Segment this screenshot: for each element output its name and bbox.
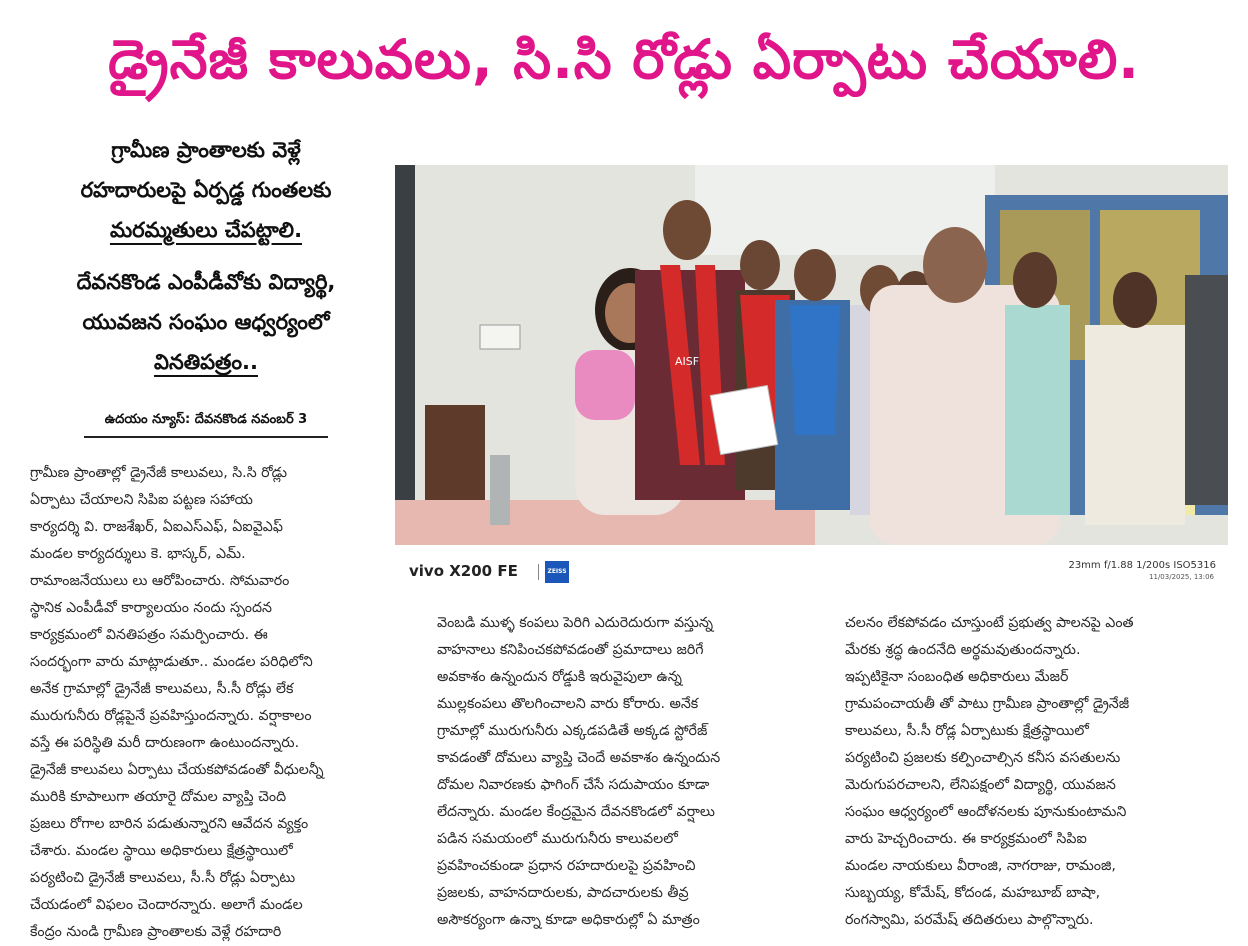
article-line: ప్రవహించకుండా ప్రధాన రహదారులపై ప్రవహించి xyxy=(437,858,696,874)
article-line: అనేక గ్రామాల్లో డ్రైనేజీ కాలువలు, సీ.సీ రోడ్లు లేక xyxy=(30,681,294,697)
subhead-line: రహదారులపై ఏర్పడ్డ గుంతలకు xyxy=(80,178,332,202)
camera-datetime: 11/03/2025, 13:06 xyxy=(1149,573,1214,581)
headline: డ్రైనేజీ కాలువలు, సి.సి రోడ్లు ఏర్పాటు చేయాలి. xyxy=(108,28,1140,91)
article-line: ఇప్పటికైనా సంబంధిత అధికారులు మేజర్ xyxy=(845,669,1069,685)
article-line: కావడంతో దోమలు వ్యాప్తి చెందే అవకాశం ఉన్నందున xyxy=(437,750,721,766)
article-line: మురికి కూపాలుగా తయారై దోమల వ్యాప్తి చెంది xyxy=(30,789,287,805)
article-line: పర్యటించి డ్రైనేజీ కాలువలు, సీ.సీ రోడ్లు ఏర్పాటు xyxy=(30,870,296,886)
article-line: కార్యక్రమంలో వినతిపత్రం సమర్పించారు. ఈ xyxy=(30,627,268,643)
article-line: గ్రామాల్లో మురుగునీరు ఎక్కడపడితే అక్కడ స్టోరేజ్ xyxy=(437,723,708,739)
subhead-line xyxy=(30,342,382,382)
article-column-1 xyxy=(30,460,412,946)
article-line: సుబ్బయ్య, కోమేష్, కోదండ, మహబూబ్ బాషా, xyxy=(845,885,1101,901)
photo-person-face xyxy=(663,200,711,260)
article-line: చేశారు. మండల స్థాయి అధికారులు క్షేత్రస్థాయిలో xyxy=(30,843,293,859)
photo-bottle xyxy=(490,455,510,525)
subhead-underlined: మరమ్మతులు చేపట్టాలి. xyxy=(109,218,303,242)
photo-sash-label: AISF xyxy=(675,355,700,368)
article-line: వెంబడి ముళ్ళ కంపలు పెరిగి ఎదురెదురుగా వస్తున్న xyxy=(437,615,714,631)
article-line: పడిన సమయంలో మురుగునీరు కాలువలలో xyxy=(437,831,678,847)
article-line: వస్తే ఈ పరిస్థితి మరీ దారుణంగా ఉంటుందన్నారు. xyxy=(30,735,300,751)
photo-illustration xyxy=(395,165,1228,545)
camera-separator xyxy=(538,564,539,580)
photo-petition-paper xyxy=(710,385,778,454)
article-line: మెరుగుపరచాలని, లేనిపక్షంలో విద్యార్థి, యువజన xyxy=(845,777,1116,793)
photo-chair xyxy=(425,405,485,500)
article-line: సంఘం ఆధ్వర్యంలో ఆందోళనలకు పూనుకుంటామని xyxy=(845,804,1127,820)
subhead-line: గ్రామీణ ప్రాంతాలకు వెళ్లే xyxy=(111,138,301,162)
article-line: గ్రామీణ ప్రాంతాల్లో డ్రైనేజీ కాలువలు, సి.సి రోడ్లు xyxy=(30,465,288,481)
camera-exif: 23mm f/1.88 1/200s ISO5316 xyxy=(1068,560,1216,571)
article-line: మండల కార్యదర్శులు కె. భాస్కర్, ఎమ్. xyxy=(30,546,246,562)
photo-switchboard xyxy=(480,325,520,349)
photo-cabinet xyxy=(1185,275,1228,505)
subhead-underlined: వినతిపత్రం.. xyxy=(154,350,258,374)
photo-person-face xyxy=(923,227,987,303)
photo-person-face xyxy=(1013,252,1057,308)
article-line: ముల్లకంపలు తొలగించాలని వారు కోరారు. అనేక xyxy=(437,696,699,712)
camera-watermark-bar xyxy=(395,548,1228,592)
photo-door-edge xyxy=(395,165,415,545)
article-line: కాలువలు, సీ.సీ రోడ్ల ఏర్పాటుకు క్షేత్రస్థాయిలో xyxy=(845,723,1089,739)
photo-person-face xyxy=(794,249,836,301)
photo-person-face xyxy=(740,240,780,290)
subhead-line: దేవనకొండ ఎంపీడీవోకు విద్యార్థి, xyxy=(76,270,336,294)
dateline: ఉదయం న్యూస్: దేవనకొండ నవంబర్ 3 xyxy=(84,412,328,438)
article-line: చలనం లేకపోవడం చూస్తుంటే ప్రభుత్వ పాలనపై ఎంత xyxy=(845,615,1134,631)
article-line: మేరకు శ్రద్ధ ఉందనేది అర్థమవుతుందన్నారు. xyxy=(845,642,1081,658)
article-column-3 xyxy=(845,610,1223,934)
article-line: అసౌకర్యంగా ఉన్నా కూడా అధికారుల్లో ఏ మాత్రం xyxy=(437,912,700,928)
photo-person-shirt xyxy=(1005,305,1070,515)
article-line: చేయడంలో విఫలం చెందారన్నారు. అలాగే మండల xyxy=(30,897,303,913)
photo-person-blouse xyxy=(575,350,635,420)
article-column-2 xyxy=(437,610,821,934)
photo-person-face xyxy=(1113,272,1157,328)
subhead-line xyxy=(30,210,382,250)
article-line: లేదన్నారు. మండల కేంద్రమైన దేవనకొండలో వర్షాలు xyxy=(437,804,715,820)
article-line: అవకాశం ఉన్నందున రోడ్డుకి ఇరువైపులా ఉన్న xyxy=(437,669,682,685)
photo-sash-blue xyxy=(790,305,840,435)
article-line: వాహనాలు కనిపించకపోవడంతో ప్రమాదాలు జరిగే xyxy=(437,642,704,658)
camera-brand: vivo X200 FE xyxy=(409,562,518,580)
subheadings xyxy=(30,130,382,382)
article-line: దోమల నివారణకు ఫాగింగ్ చేసే సదుపాయం కూడా xyxy=(437,777,710,793)
photo-person-shirt xyxy=(1085,325,1185,525)
article-line: మురుగునీరు రోడ్లపైనే ప్రవహిస్తుందన్నారు. వర్షాకాలం xyxy=(30,708,312,724)
article-line: స్థానిక ఎంపీడీవో కార్యాలయం నందు స్పందన xyxy=(30,600,272,616)
article-line: ఏర్పాటు చేయాలని సిపిఐ పట్టణ సహాయ xyxy=(30,492,253,508)
article-line: గ్రామపంచాయతీ తో పాటు గ్రామీణ ప్రాంతాల్లో డ్రైనేజీ xyxy=(845,696,1130,712)
article-line: రామాంజనేయులు లు ఆరోపించారు. సోమవారం xyxy=(30,573,290,589)
article-line: ప్రజలకు, వాహనదారులకు, పాదచారులకు తీవ్ర xyxy=(437,885,689,901)
zeiss-logo-icon: ZEISS xyxy=(545,561,569,583)
article-line: పర్యటించి ప్రజలకు కల్పించాల్సిన కనీస వసతులను xyxy=(845,750,1121,766)
article-line: వారు హెచ్చరించారు. ఈ కార్యక్రమంలో సిపిఐ xyxy=(845,831,1087,847)
article-line: మండల నాయకులు వీరాంజి, నాగరాజు, రామంజి, xyxy=(845,858,1116,874)
article-line: కేంద్రం నుండి గ్రామీణ ప్రాంతాలకు వెళ్లే రహదారి xyxy=(30,924,282,940)
article-line: కార్యదర్శి వి. రాజశేఖర్, ఏఐఎస్ఎఫ్, ఏఐవైఎఫ్ xyxy=(30,519,283,535)
news-photo xyxy=(395,165,1228,545)
subhead-line: యువజన సంఘం ఆధ్వర్యంలో xyxy=(82,310,330,334)
article-line: రంగస్వామి, పరమేష్ తదితరులు పాల్గొన్నారు. xyxy=(845,912,1094,928)
article-line: ప్రజలు రోగాల బారిన పడుతున్నారని ఆవేదన వ్యక్తం xyxy=(30,816,309,832)
article-line: సందర్భంగా వారు మాట్లాడుతూ.. మండల పరిధిలోని xyxy=(30,654,313,670)
article-line: డ్రైనేజీ కాలువలు ఏర్పాటు చేయకపోవడంతో వీధులన్నీ xyxy=(30,762,324,778)
